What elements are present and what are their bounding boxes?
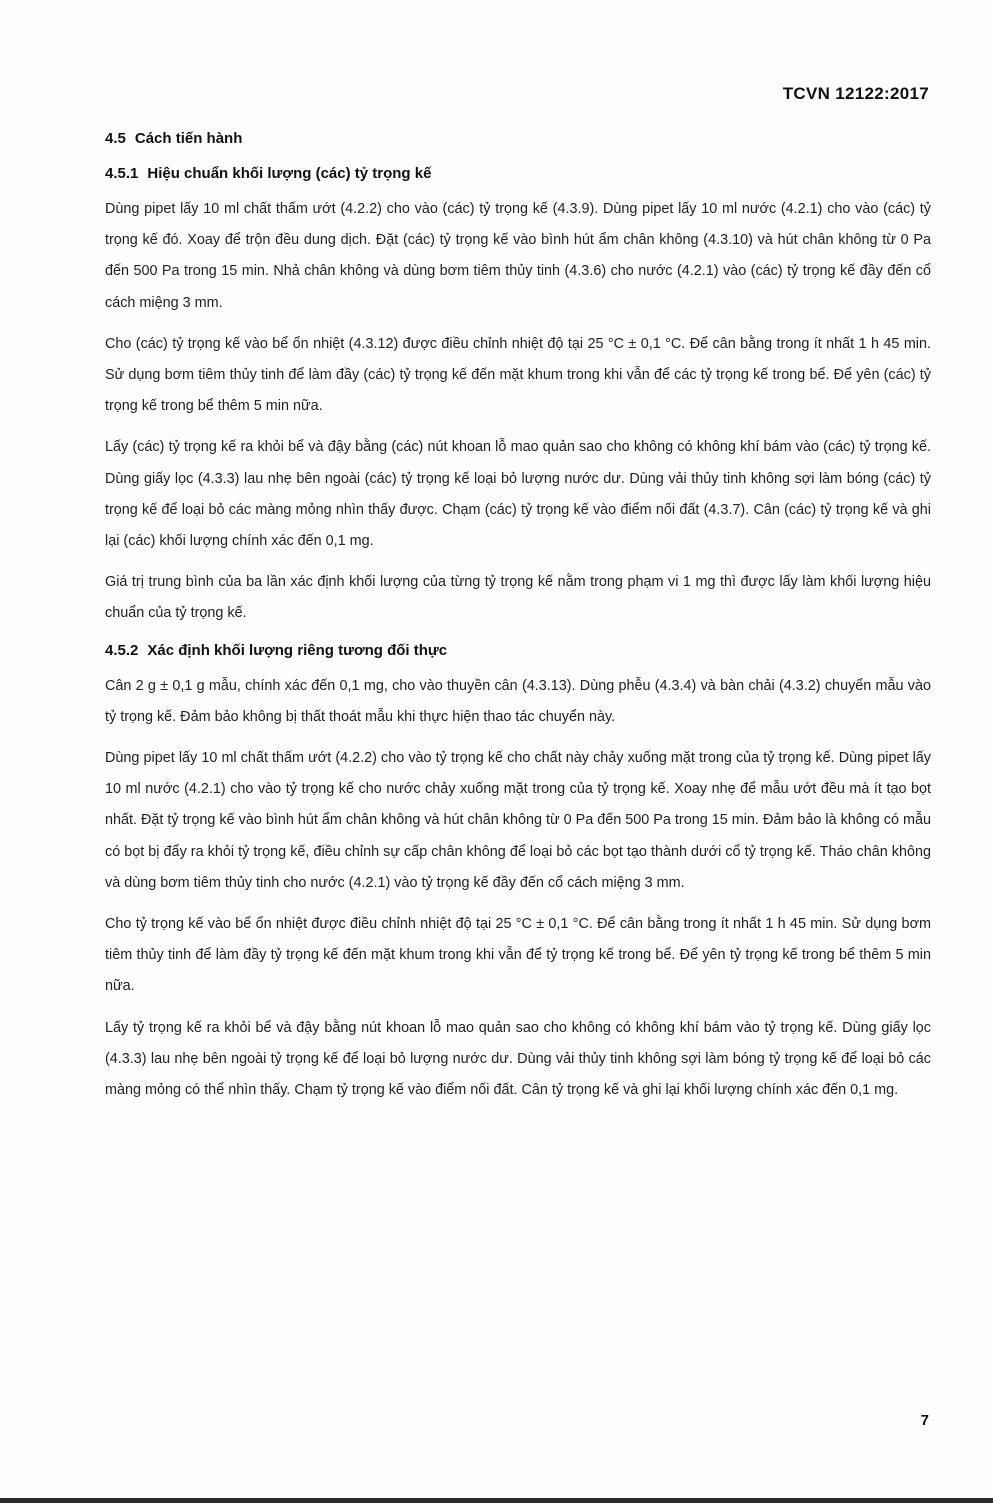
paragraph: Cân 2 g ± 0,1 g mẫu, chính xác đến 0,1 mg, cho vào thuyền cân (4.3.13). Dùng phễu (4.3.4) và bàn chải (4.3.2) chuyển mẫu vào tỷ trọng kế. Đảm bảo không bị thất thoát mẫu khi thực hiện thao tác chuyển này. [105, 677, 931, 725]
section-number: 4.5 [105, 130, 126, 147]
standard-number: TCVN 12122:2017 [782, 84, 929, 103]
paragraph: Lấy tỷ trọng kế ra khỏi bể và đậy bằng nút khoan lỗ mao quản sao cho không có không khí bám vào tỷ trọng kế. Dùng giấy lọc (4.3.3) lau nhẹ bên ngoài tỷ trọng kế để loại bỏ lượng nước dư. Dùng vải thủy tinh không sợi làm bóng tỷ trọng kế để loại bỏ các màng mỏng có thể nhìn thấy. Chạm tỷ trọng kế vào điểm nối đất. Cân tỷ trọng kế và ghi lại khối lượng chính xác đến 0,1 mg. [105, 1019, 931, 1099]
paragraph: Cho (các) tỷ trọng kế vào bể ổn nhiệt (4.3.12) được điều chỉnh nhiệt độ tại 25 °C ± 0,1 °C. Để cân bằng trong ít nhất 1 h 45 min. Sử dụng bơm tiêm thủy tinh để làm đầy (các) tỷ trọng kế đến mặt khum trong khi vẫn để các tỷ trọng kế trong bể. Để yên (các) tỷ trọng kế trong bể thêm 5 min nữa. [105, 335, 931, 415]
paragraph: Giá trị trung bình của ba lần xác định khối lượng của từng tỷ trọng kế nằm trong phạm vi 1 mg thì được lấy làm khối lượng hiệu chuẩn của tỷ trọng kế. [105, 574, 931, 622]
scan-edge-divider [0, 1498, 993, 1503]
section-title: Cách tiến hành [134, 130, 243, 147]
section-title: Hiệu chuẩn khối lượng (các) tỷ trọng kế [147, 165, 432, 182]
document-body [105, 130, 931, 1116]
section-number: 4.5.2 [105, 641, 139, 659]
section-heading-4-5-2 [105, 642, 931, 659]
section-heading-4-5 [105, 130, 931, 147]
section-title: Xác định khối lượng riêng tương đối thực [147, 641, 448, 659]
section-number: 4.5.1 [105, 165, 139, 182]
section-heading-4-5-1 [105, 165, 931, 182]
page-number: 7 [920, 1412, 929, 1429]
paragraph: Dùng pipet lấy 10 ml chất thấm ướt (4.2.2) cho vào tỷ trọng kế cho chất này chảy xuống mặt trong của tỷ trọng kế. Dùng pipet lấy 10 ml nước (4.2.1) cho vào tỷ trọng kế cho nước chảy xuống mặt trong của tỷ trọng kế. Xoay nhẹ để mẫu ướt đều mà ít tạo bọt nhất. Đặt tỷ trọng kế vào bình hút ẩm chân không và hút chân không từ 0 Pa đến 500 Pa trong 15 min. Đảm bảo là không có mẫu có bọt bị đẩy ra khỏi tỷ trọng kế, điều chỉnh sự cấp chân không để loại bỏ các bọt tạo thành dưới cổ tỷ trọng kế. Tháo chân không và dùng bơm tiêm thủy tinh cho nước (4.2.1) vào tỷ trọng kế đầy đến cổ cách miệng 3 mm. [105, 750, 931, 891]
paragraph: Lấy (các) tỷ trọng kế ra khỏi bể và đậy bằng (các) nút khoan lỗ mao quản sao cho không có không khí bám vào (các) tỷ trọng kế. Dùng giấy lọc (4.3.3) lau nhẹ bên ngoài (các) tỷ trọng kế loại bỏ lượng nước dư. Dùng vải thủy tinh không sợi làm bóng (các) tỷ trọng kế để loại bỏ các màng mỏng nhìn thấy được. Chạm (các) tỷ trọng kế vào điểm nối đất (4.3.7). Cân (các) tỷ trọng kế và ghi lại (các) khối lượng chính xác đến 0,1 mg. [105, 439, 931, 550]
paragraph: Cho tỷ trọng kế vào bể ổn nhiệt được điều chỉnh nhiệt độ tại 25 °C ± 0,1 °C. Để cân bằng trong ít nhất 1 h 45 min. Sử dụng bơm tiêm thủy tinh để làm đầy tỷ trọng kế đến mặt khum trong khi vẫn để tỷ trọng kế trong bể. Để yên tỷ trọng kế trong bể thêm 5 min nữa. [105, 916, 931, 995]
paragraph: Dùng pipet lấy 10 ml chất thấm ướt (4.2.2) cho vào (các) tỷ trọng kế (4.3.9). Dùng pipet lấy 10 ml nước (4.2.1) cho vào (các) tỷ trọng kế đó. Xoay để trộn đều dung dịch. Đặt (các) tỷ trọng kế vào bình hút ẩm chân không (4.3.10) và hút chân không từ 0 Pa đến 500 Pa trong 15 min. Nhả chân không và dùng bơm tiêm thủy tinh (4.3.6) cho nước (4.2.1) vào (các) tỷ trọng kế đầy đến cổ cách miệng 3 mm. [105, 201, 931, 311]
